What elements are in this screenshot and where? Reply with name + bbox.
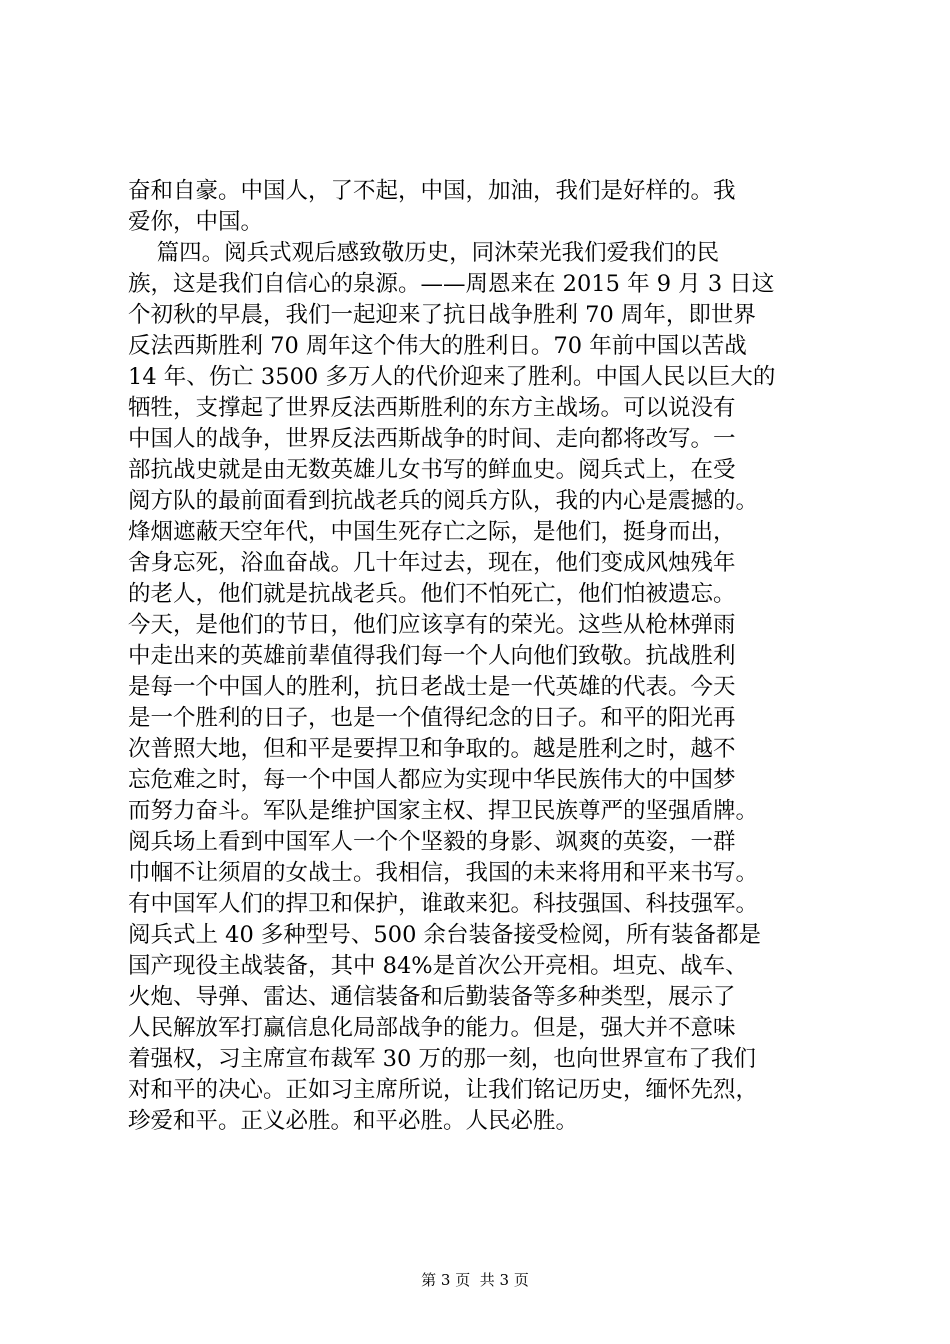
text-line: 有中国军人们的捍卫和保护，谁敢来犯。科技强国、科技强军。 [128,891,759,917]
text-line: 阅方队的最前面看到抗战老兵的阅兵方队，我的内心是震撼的。 [128,488,759,514]
text-line: 篇四。阅兵式观后感致敬历史，同沐荣光我们爱我们的民 [128,240,720,266]
text-line: 反法西斯胜利 70 周年这个伟大的胜利日。70 年前中国以苦战 [128,333,747,359]
text-line: 牺牲，支撑起了世界反法西斯胜利的东方主战场。可以说没有 [128,395,736,421]
text-line: 舍身忘死，浴血奋战。几十年过去，现在，他们变成风烛残年 [128,550,736,576]
text-line: 烽烟遮蔽天空年代，中国生死存亡之际，是他们，挺身而出， [128,519,736,545]
page-number-footer: 第 3 页 共 3 页 [421,1271,529,1289]
text-line: 人民解放军打赢信息化局部战争的能力。但是，强大并不意味 [128,1015,736,1041]
text-line: 国产现役主战装备，其中 84%是首次公开亮相。坦克、战车、 [128,953,748,979]
text-line: 次普照大地，但和平是要捍卫和争取的。越是胜利之时，越不 [128,736,736,762]
text-line: 珍爱和平。正义必胜。和平必胜。人民必胜。 [128,1108,579,1134]
text-line: 的老人，他们就是抗战老兵。他们不怕死亡，他们怕被遗忘。 [128,581,736,607]
text-line: 阅兵式上 40 多种型号、500 余台装备接受检阅，所有装备都是 [128,922,762,948]
text-line: 是一个胜利的日子，也是一个值得纪念的日子。和平的阳光再 [128,705,736,731]
text-line: 14 年、伤亡 3500 多万人的代价迎来了胜利。中国人民以巨大的 [128,364,776,390]
text-line: 奋和自豪。中国人，了不起，中国，加油，我们是好样的。我 [128,178,736,204]
text-line: 巾帼不让须眉的女战士。我相信，我国的未来将用和平来书写。 [128,860,759,886]
text-line: 忘危难之时，每一个中国人都应为实现中华民族伟大的中国梦 [128,767,736,793]
document-body [128,176,848,1137]
text-line: 中走出来的英雄前辈值得我们每一个人向他们致敬。抗战胜利 [128,643,736,669]
text-line: 爱你，中国。 [128,209,264,235]
text-line: 着强权，习主席宣布裁军 30 万的那一刻，也向世界宣布了我们 [128,1046,756,1072]
text-line: 而努力奋斗。军队是维护国家主权、捍卫民族尊严的坚强盾牌。 [128,798,759,824]
text-line: 今天，是他们的节日，他们应该享有的荣光。这些从枪林弹雨 [128,612,736,638]
text-line: 是每一个中国人的胜利，抗日老战士是一代英雄的代表。今天 [128,674,736,700]
text-line: 中国人的战争，世界反法西斯战争的时间、走向都将改写。一 [128,426,736,452]
text-line: 个初秋的早晨，我们一起迎来了抗日战争胜利 70 周年，即世界 [128,302,756,328]
text-line: 对和平的决心。正如习主席所说，让我们铭记历史，缅怀先烈， [128,1077,759,1103]
text-line: 火炮、导弹、雷达、通信装备和后勤装备等多种类型，展示了 [128,984,736,1010]
text-line: 阅兵场上看到中国军人一个个坚毅的身影、飒爽的英姿，一群 [128,829,736,855]
text-line: 族，这是我们自信心的泉源。——周恩来在 2015 年 9 月 3 日这 [128,271,775,297]
text-line: 部抗战史就是由无数英雄儿女书写的鲜血史。阅兵式上，在受 [128,457,736,483]
